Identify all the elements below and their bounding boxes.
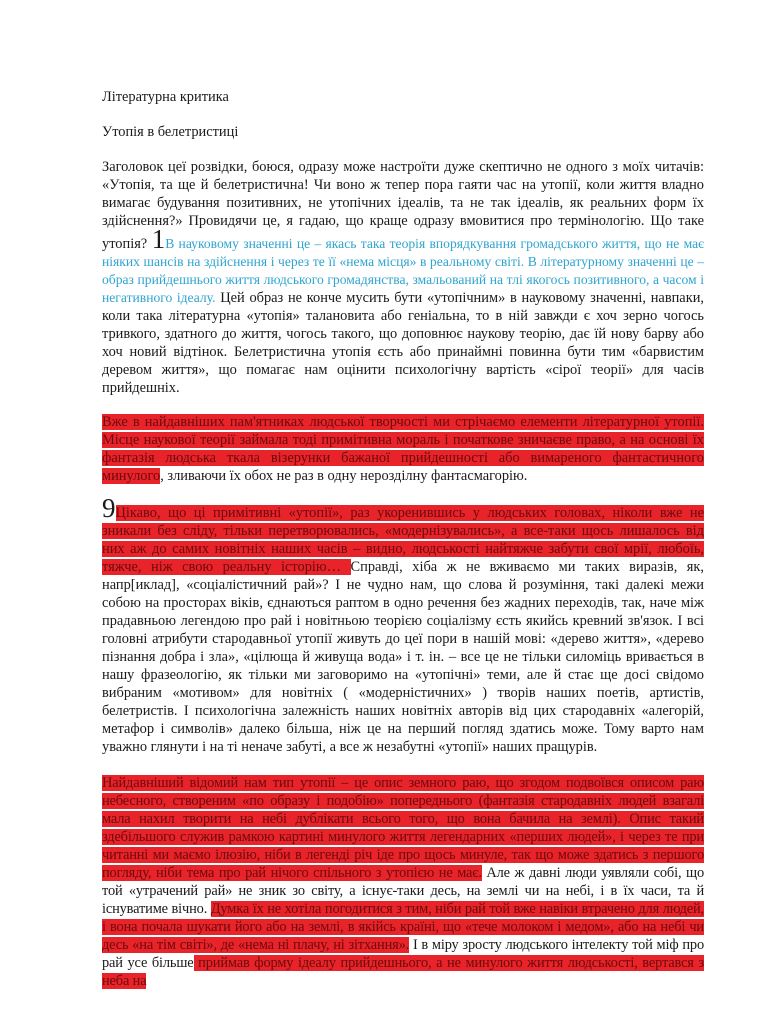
footnote-marker-1[interactable]: 1 bbox=[151, 224, 166, 254]
paragraph-2 bbox=[102, 413, 704, 485]
paragraph-4-text-a: Але ж давні люди уявляли собі, що той «утрачений рай» не зник зо світу, а існує-таки десь, на землі чи на небі, і в їх часи, та й існуватиме вічно. bbox=[102, 865, 705, 917]
document-title: Літературна критика bbox=[102, 89, 229, 105]
highlight-red-2: Цікаво, що ці примітивні «утопії», раз укоренившись у людських головах, ніколи вже не зникали без сліду, тільки перетворювались, «модернізувались», а все-таки щось лишалось від них аж до самих новітніх наших часів – видно, людськості найтяжче забути свої мрії, любоїь, тяжче, ніж свою реальну історію… bbox=[102, 505, 704, 575]
footnote-marker-9[interactable]: 9 bbox=[102, 493, 116, 523]
definition-highlight: В науковому значенні це – якась така теорія впорядкування громадського життя, що не має ніяких шансів на здійснення і через те її «нема місця» в реальному світі. В літературному значенні це – образ прийдешнього життя людського громадянства, змальований на тлі якогось позитивного, а часом і негативного ідеалу. bbox=[102, 236, 704, 305]
paragraph-4 bbox=[102, 774, 704, 990]
paragraph-3 bbox=[102, 493, 704, 756]
paragraph-2-text: , зливаючи їх обох не раз в одну нерозділну фантасмагорію. bbox=[160, 468, 528, 484]
paragraph-1 bbox=[102, 158, 704, 397]
highlight-red-4: Думка їх не хотіла погодитися з тим, ніби рай той вже навіки втрачено для людей, і вона почала шукати його або на землі, в якійсь країні, що «тече молоком і медом», або на небі чи десь «на тім світі», де «нема ні плачу, ні зітхання». bbox=[102, 901, 704, 953]
highlight-red-1: Вже в найдавніших пам'ятниках людської творчості ми стрічаємо елементи літературної утопії. Місце наукової теорії займала тоді примітивна мораль і початкове зничаєве право, а на основі їх фантазія людська ткала візерунки бажаної прийдешності або вимареного фантастичного минулого bbox=[102, 414, 704, 484]
highlight-red-3: Найдавніший відомий нам тип утопії – це опис земного раю, що згодом подвоївся описом раю небесного, створеним «по образу і подобію» попереднього (фантазія стародавніх людей взагалі мала нахил творити на небі дублікати всього того, що вона бачила на землі). Опис такий здебільшого служив рамкою картині минулого життя легендарних «перших людей», і через те при читанні ми маємо ілюзію, ніби в легенді річ іде про щось минуле, так що може здатись з першого погляду, ніби тема про рай нічого спільного з утопією не має. bbox=[102, 775, 704, 881]
paragraph-1-text-a: Заголовок цеї розвідки, боюся, одразу може настроїти дуже скептично не одного з моїх читачів: «Утопія, та ще й белетристична! Чи воно ж тепер пора гаяти час на утопії, коли життя владно вимагає будування позитивних, не утопічних ідеалів, та не так ідеалів, як реальних форм їх здійснення?» Провидячи це, я гадаю, що краще одразу вмовитися про термінологію. Що таке утопія? bbox=[102, 159, 704, 252]
paragraph-3-text: Справді, хіба ж не вживаємо ми таких виразів, як, напр[иклад], «соціалістичний рай»? І не чудно нам, що слова й розуміння, такі далекі межи собою на просторах віків, єднаються раптом в одно речення без жадних переходів, так, наче між прадавньою легендою про рай і новітньою теорією соціалізму єсть якийсь кревний зв'язок. І всі головні атрибути стародавньої утопії живуть до цеї пори в нашій мові: «дерево життя», «дерево пізнання добра і зла», «цілюща й живуща вода» і т. ін. – все це не тільки силоміць вривається в нашу фразеологію, як тільки ми заговоримо на «утопічні» теми, але й стає ще досі свідомо вибраним «мотивом» для новітніх ( «модерністичних» ) творів наших поетів, артистів, белетристів. І психологічна залежність наших новітніх авторів від цих стародавніх «алегорій, метафор і символів» далеко більша, ніж це на перший погляд здатись може. Тому варто нам уважно глянути і на ті неначе забуті, а все ж незабутні «утопії» наших пращурів. bbox=[102, 559, 704, 755]
paragraph-1-text-b: Цей образ не конче мусить бути «утопічним» в науковому значенні, навпаки, коли така літературна «утопія» талановита або геніальна, то в ній завжди є хоч зерно чогось тривкого, здатного до життя, чогось такого, що доповнює наукову теорію, дає їй нову барву або хоч новий відтінок. Белетристична утопія єсть або принаймні повинна бути тим «барвистим деревом життя», що помагає нам оцінити психологічну вартість «сірої теорії» для часів прийдешніх. bbox=[102, 290, 704, 396]
document-subtitle: Утопія в белетристиці bbox=[102, 124, 239, 140]
paragraph-4-text-b: І в міру зросту людського інтелекту той міф про рай усе більше bbox=[102, 937, 704, 971]
highlight-red-5: приймав форму ідеалу прийдешнього, а не минулого життя людськості, вертався з неба на bbox=[102, 955, 704, 989]
